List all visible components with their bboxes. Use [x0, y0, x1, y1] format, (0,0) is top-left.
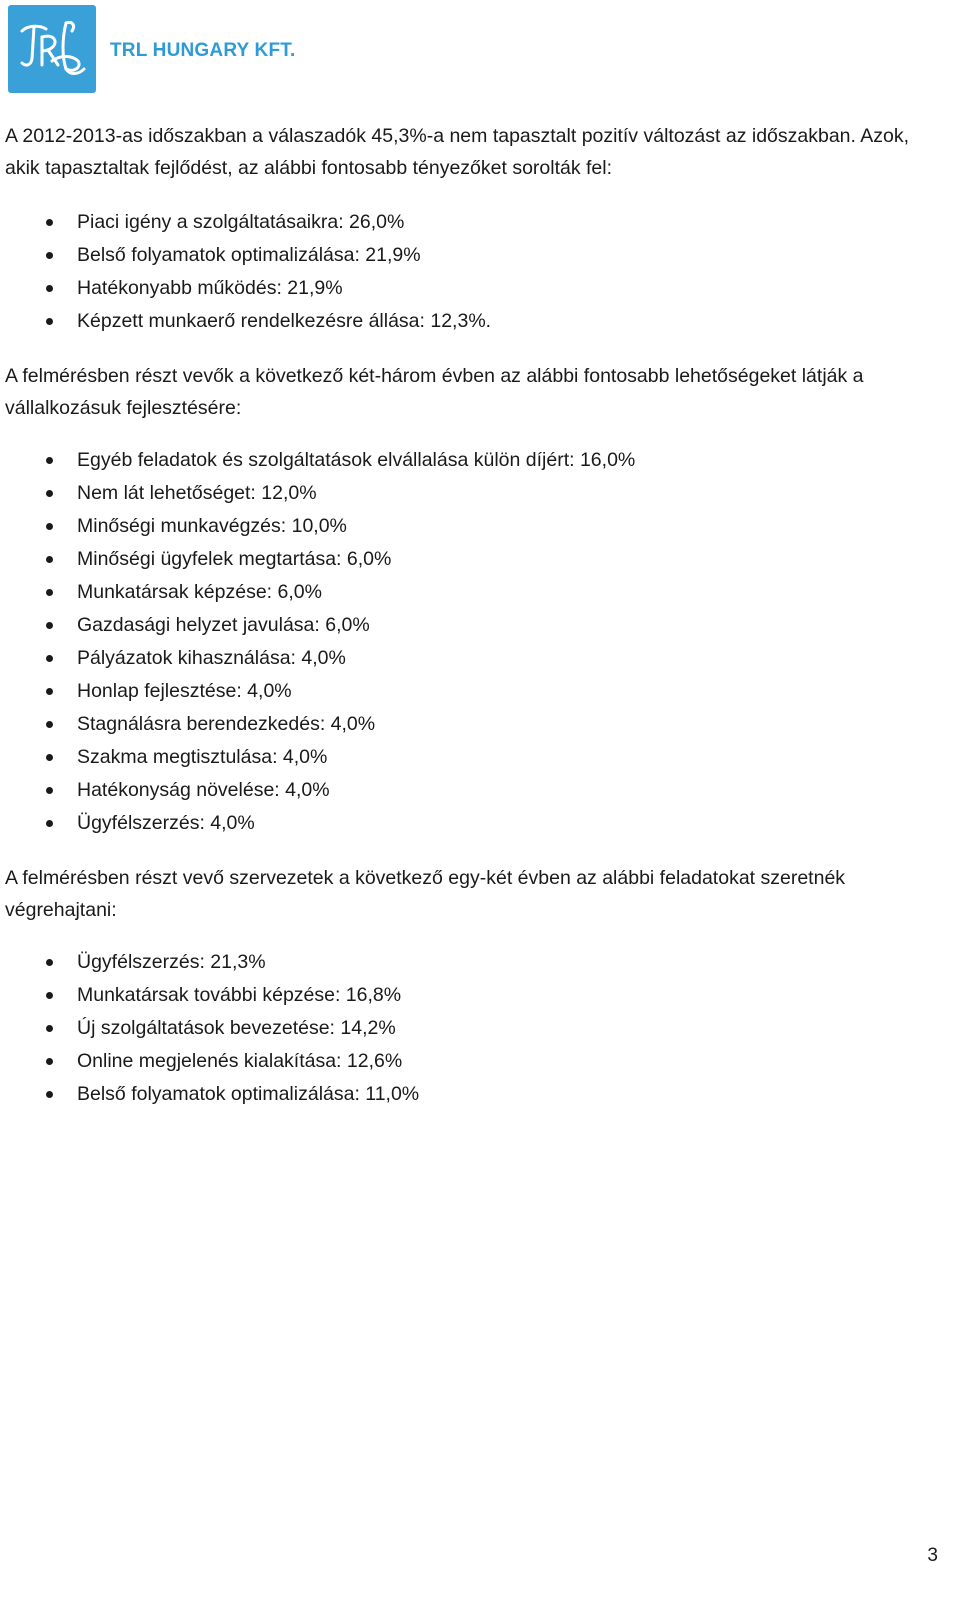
- page-header: [8, 4, 295, 94]
- tasks-paragraph: A felmérésben részt vevő szervezetek a következő egy-két évben az alábbi feladatokat szeretnék végrehajtani:: [5, 867, 846, 921]
- list-item: Honlap fejlesztése: 4,0%: [5, 675, 935, 708]
- list-item: Ügyfélszerzés: 21,3%: [5, 946, 935, 979]
- list-item: Új szolgáltatások bevezetése: 14,2%: [5, 1012, 935, 1045]
- list-item: Munkatársak további képzése: 16,8%: [5, 979, 935, 1012]
- list-item: Belső folyamatok optimalizálása: 21,9%: [5, 239, 935, 272]
- list-item: Stagnálásra berendezkedés: 4,0%: [5, 708, 935, 741]
- list-item: Nem lát lehetőséget: 12,0%: [5, 477, 935, 510]
- trl-logo-icon: [8, 5, 96, 93]
- list-item: Képzett munkaerő rendelkezésre állása: 12,3%.: [5, 305, 935, 338]
- list-item: Minőségi ügyfelek megtartása: 6,0%: [5, 543, 935, 576]
- logo-monogram-graphic: [12, 9, 92, 89]
- list-item: Ügyfélszerzés: 4,0%: [5, 807, 935, 840]
- list-item: Pályázatok kihasználása: 4,0%: [5, 642, 935, 675]
- positive-factors-list: [5, 206, 935, 338]
- list-item: Egyéb feladatok és szolgáltatások elvállalása külön díjért: 16,0%: [5, 444, 935, 477]
- list-item: Szakma megtisztulása: 4,0%: [5, 741, 935, 774]
- planned-tasks-list: [5, 946, 935, 1111]
- list-item: Gazdasági helyzet javulása: 6,0%: [5, 609, 935, 642]
- list-item: Online megjelenés kialakítása: 12,6%: [5, 1045, 935, 1078]
- list-item: Hatékonyabb működés: 21,9%: [5, 272, 935, 305]
- page-number: 3: [927, 1545, 938, 1566]
- list-item: Piaci igény a szolgáltatásaikra: 26,0%: [5, 206, 935, 239]
- list-item: Belső folyamatok optimalizálása: 11,0%: [5, 1078, 935, 1111]
- company-name: TRL HUNGARY KFT.: [110, 40, 296, 61]
- opportunities-paragraph: A felmérésben részt vevők a következő két-három évben az alábbi fontosabb lehetőségeket látják a vállalkozásuk fejlesztésére:: [5, 365, 864, 419]
- opportunities-list: [5, 444, 935, 840]
- list-item: Munkatársak képzése: 6,0%: [5, 576, 935, 609]
- intro-paragraph: A 2012-2013-as időszakban a válaszadók 45,3%-a nem tapasztalt pozitív változást az időszakban. Azok, akik tapasztaltak fejlődést, az alábbi fontosabb tényezőket sorolták fel:: [5, 125, 910, 179]
- list-item: Hatékonyság növelése: 4,0%: [5, 774, 935, 807]
- list-item: Minőségi munkavégzés: 10,0%: [5, 510, 935, 543]
- document-body: [5, 120, 935, 1111]
